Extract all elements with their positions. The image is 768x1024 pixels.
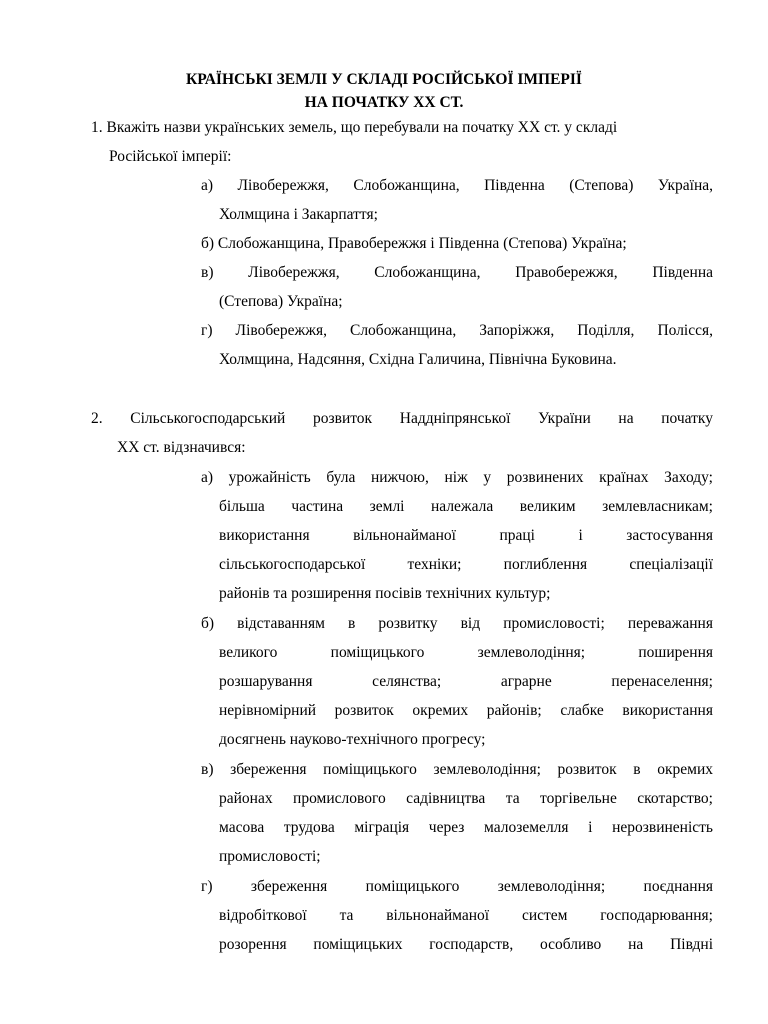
answer-2a-line-2: більша частина землі належала великим землевласникам; xyxy=(219,498,713,515)
answer-2d-line-3: розорення поміщицьких господарств, особливо на Півдні xyxy=(219,936,713,953)
answer-1c-line-1: в) Лівобережжя, Слобожанщина, Правобережжя, Південна xyxy=(201,264,713,281)
answer-2c-line-1: в) збереження поміщицького землеволодіння; розвиток в окремих xyxy=(201,761,713,778)
question-2-text: 2. Сільськогосподарський розвиток Наддніпрянської України на початку xyxy=(91,410,713,427)
answer-2b-line-4: нерівномірний розвиток окремих районів; слабке використання xyxy=(219,702,713,719)
answer-1a-line-1: а) Лівобережжя, Слобожанщина, Південна (Степова) Україна, xyxy=(201,177,713,194)
answer-2b-line-2: великого поміщицького землеволодіння; поширення xyxy=(219,644,713,661)
answer-2c-line-2: районах промислового садівництва та торгівельне скотарство; xyxy=(219,790,713,807)
answer-2c-line-3: масова трудова міграція через малоземелля і нерозвиненість xyxy=(219,819,713,836)
answer-1b-line-1: б) Слобожанщина, Правобережжя і Південна (Степова) Україна; xyxy=(201,235,627,252)
document-title-line-1: КРАЇНСЬКІ ЗЕМЛІ У СКЛАДІ РОСІЙСЬКОЇ ІМПЕРІЇ xyxy=(186,71,582,88)
answer-2d-line-1: г) збереження поміщицького землеволодіння; поєднання xyxy=(201,878,713,895)
question-1-text: 1. Вкажіть назви українських земель, що перебували на початку ХХ ст. у складі xyxy=(91,119,618,136)
answer-2b-line-5: досягнень науково-технічного прогресу; xyxy=(219,731,486,748)
question-1-text-cont: Російської імперії: xyxy=(109,148,232,165)
answer-2a-line-1: а) урожайність була нижчою, ніж у розвинених країнах Заходу; xyxy=(201,469,713,486)
answer-2a-line-5: районів та розширення посівів технічних культур; xyxy=(219,585,551,602)
answer-1a-line-2: Холмщина і Закарпаття; xyxy=(219,206,378,223)
answer-1d-line-1: г) Лівобережжя, Слобожанщина, Запоріжжя, Поділля, Полісся, xyxy=(201,322,713,339)
answer-2a-line-4: сільськогосподарської техніки; поглиблення спеціалізації xyxy=(219,556,713,573)
answer-2d-line-2: відробіткової та вільнонайманої систем господарювання; xyxy=(219,907,713,924)
answer-1c-line-2: (Степова) Україна; xyxy=(219,293,343,310)
answer-2c-line-4: промисловості; xyxy=(219,848,321,865)
answer-2b-line-3: розшарування селянства; аграрне перенаселення; xyxy=(219,673,713,690)
document-title-line-2: НА ПОЧАТКУ ХХ СТ. xyxy=(304,94,464,111)
answer-2b-line-1: б) відставанням в розвитку від промисловості; переважання xyxy=(201,615,713,632)
question-2-text-cont: ХХ ст. відзначився: xyxy=(117,439,246,456)
answer-2a-line-3: використання вільнонайманої праці і застосування xyxy=(219,527,713,544)
answer-1d-line-2: Холмщина, Надсяння, Східна Галичина, Північна Буковина. xyxy=(219,351,617,368)
